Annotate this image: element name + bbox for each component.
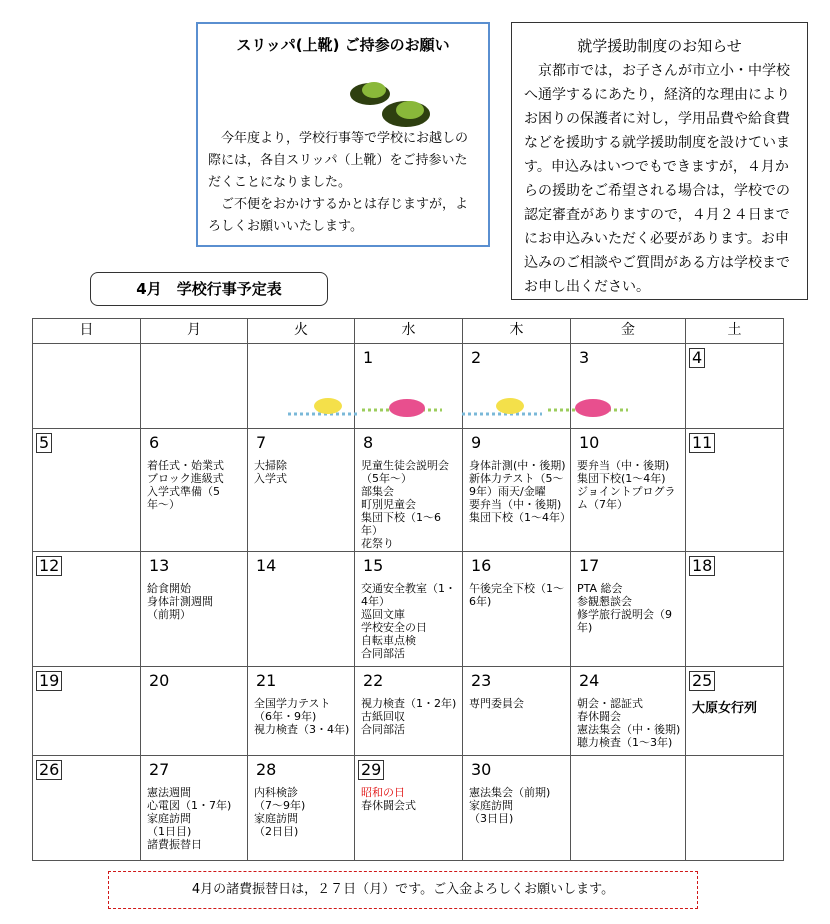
pink-bird-icon [362, 396, 442, 420]
slipper-notice-body: 今年度より，学校行事等で学校にお越しの際には，各自スリッパ（上靴）をご持参いただくことになりました。 [208, 131, 469, 190]
calendar-week [33, 756, 784, 861]
day-events: PTA 総会 参観懇談会 修学旅行説明会（9年) [577, 582, 672, 634]
day-number: 6 [149, 433, 160, 452]
calendar-day-cell [686, 344, 784, 429]
school-aid-title: 就学援助制度のお知らせ [577, 37, 742, 55]
day-number: 28 [256, 760, 277, 779]
slipper-notice-title: スリッパ(上靴) ご持参のお願い [236, 36, 450, 54]
day-events: 全国学力テスト （6年・9年) 視力検査（3・4年) [254, 697, 350, 736]
weekday-header: 火 [248, 319, 355, 344]
day-events: 大掃除 入学式 [254, 459, 287, 485]
calendar-day-cell [33, 756, 141, 861]
weekday-header: 月 [141, 319, 248, 344]
calendar-day-cell [141, 756, 248, 861]
calendar-day-cell [33, 429, 141, 552]
day-number: 27 [149, 760, 170, 779]
calendar-week [33, 552, 784, 667]
day-number: 26 [36, 760, 62, 780]
day-number: 3 [579, 348, 590, 367]
day-number: 7 [256, 433, 267, 452]
weekday-header: 土 [686, 319, 784, 344]
day-events: 給食開始 身体計測週間 （前期） [147, 582, 213, 621]
day-number: 29 [358, 760, 384, 780]
day-number: 30 [471, 760, 492, 779]
day-events: 交通安全教室（1・4年） 巡回文庫 学校安全の日 自転車点検 合同部活 [361, 582, 456, 660]
yellow-chick-icon [288, 396, 358, 420]
day-number: 21 [256, 671, 277, 690]
calendar-week [33, 429, 784, 552]
day-number: 20 [149, 671, 170, 690]
slipper-notice [196, 22, 490, 247]
day-events: 児童生徒会説明会 （5年〜） 部集会 町別児童会 集団下校（1〜6年） 花祭り [361, 459, 449, 550]
day-number: 17 [579, 556, 600, 575]
calendar-day-cell [571, 667, 686, 756]
day-events: 憲法週間 心電図（1・7年) 家庭訪問 （1日目) 諸費振替日 [147, 786, 232, 851]
calendar-day-cell [33, 552, 141, 667]
calendar-day-cell [141, 667, 248, 756]
day-events: 大原女行列 [692, 701, 758, 716]
day-number: 11 [689, 433, 715, 453]
calendar-day-cell [686, 429, 784, 552]
weekday-header: 水 [355, 319, 463, 344]
day-events: 朝会・認証式 春休闘会 憲法集会（中・後期) 聴力検査（1〜3年) [577, 697, 681, 749]
day-number: 1 [363, 348, 374, 367]
day-number: 2 [471, 348, 482, 367]
day-number: 19 [36, 671, 62, 691]
day-number: 25 [689, 671, 715, 691]
calendar-day-cell [33, 344, 141, 429]
slipper-notice-apology: ご不便をおかけするかとは存じますが，よろしくお願いいたします。 [208, 197, 469, 234]
day-number: 13 [149, 556, 170, 575]
calendar-day-cell [686, 667, 784, 756]
fee-transfer-notice: 4月の諸費振替日は，２７日（月）です。ご入金よろしくお願いします。 [108, 871, 698, 909]
school-aid-notice [511, 22, 808, 300]
day-number: 22 [363, 671, 384, 690]
holiday-label: 昭和の日 [361, 786, 405, 799]
calendar-day-cell [141, 552, 248, 667]
day-number: 18 [689, 556, 715, 576]
day-events: 専門委員会 [469, 697, 524, 710]
calendar-day-cell [571, 756, 686, 861]
day-number: 12 [36, 556, 62, 576]
day-number: 8 [363, 433, 374, 452]
calendar-day-cell [248, 667, 355, 756]
day-events: 視力検査（1・2年) 古紙回収 合同部活 [361, 697, 457, 736]
calendar-day-cell [686, 552, 784, 667]
calendar-day-cell [463, 756, 571, 861]
day-events: 着任式・始業式 ブロック進級式 入学式準備（5年〜） [147, 459, 224, 511]
calendar-day-cell [355, 552, 463, 667]
calendar-day-cell [248, 756, 355, 861]
calendar-day-cell [355, 429, 463, 552]
calendar-week [33, 667, 784, 756]
calendar-day-cell [463, 552, 571, 667]
yellow-chick-icon [462, 396, 542, 420]
weekday-header: 金 [571, 319, 686, 344]
day-number: 4 [689, 348, 705, 368]
calendar-day-cell [463, 667, 571, 756]
day-number: 14 [256, 556, 277, 575]
pink-bird-icon [548, 396, 628, 420]
day-events: 春休闘会式 [361, 799, 416, 812]
calendar-day-cell [355, 756, 463, 861]
schedule-title: 4月 学校行事予定表 [90, 272, 328, 306]
school-aid-body: 京都市では，お子さんが市立小・中学校へ通学するにあたり，経済的な理由によりお困りの保護者に対し，学用品費や給食費などを援助する就学援助制度を設けています。申込みはいつでもできますが，４月からの援助をご希望される場合は，学校での認定審査がありますので，４月２４日までにお申込みいただく必要があります。お申込みのご相談やご質問がある方は学校までお申し出ください。 [524, 63, 790, 295]
slippers-icon [348, 70, 434, 132]
calendar-day-cell [33, 667, 141, 756]
day-events: 憲法集会（前期) 家庭訪問 （3日目) [469, 786, 551, 825]
calendar-day-cell [463, 429, 571, 552]
calendar-day-cell [571, 552, 686, 667]
day-events: 内科検診 （7〜9年) 家庭訪問 （2日目) [254, 786, 306, 838]
calendar-day-cell [248, 552, 355, 667]
calendar-day-cell [141, 429, 248, 552]
day-number: 23 [471, 671, 492, 690]
day-number: 10 [579, 433, 600, 452]
calendar-day-cell [571, 429, 686, 552]
day-number: 15 [363, 556, 384, 575]
day-number: 24 [579, 671, 600, 690]
calendar-day-cell [686, 756, 784, 861]
calendar-day-cell [248, 429, 355, 552]
weekday-header: 木 [463, 319, 571, 344]
day-number: 16 [471, 556, 492, 575]
day-events: 午後完全下校（1〜6年) [469, 582, 564, 608]
day-number: 9 [471, 433, 482, 452]
calendar-day-cell [355, 667, 463, 756]
day-events: 要弁当（中・後期) 集団下校(1〜4年) ジョイントプログラム（7年） [577, 459, 676, 511]
calendar-day-cell [141, 344, 248, 429]
day-events: 身体計測(中・後期) 新体力テスト（5〜9年）雨天/金曜 要弁当（中・後期) 集団下校（1〜4年） [469, 459, 571, 524]
day-number: 5 [36, 433, 52, 453]
weekday-header: 日 [33, 319, 141, 344]
